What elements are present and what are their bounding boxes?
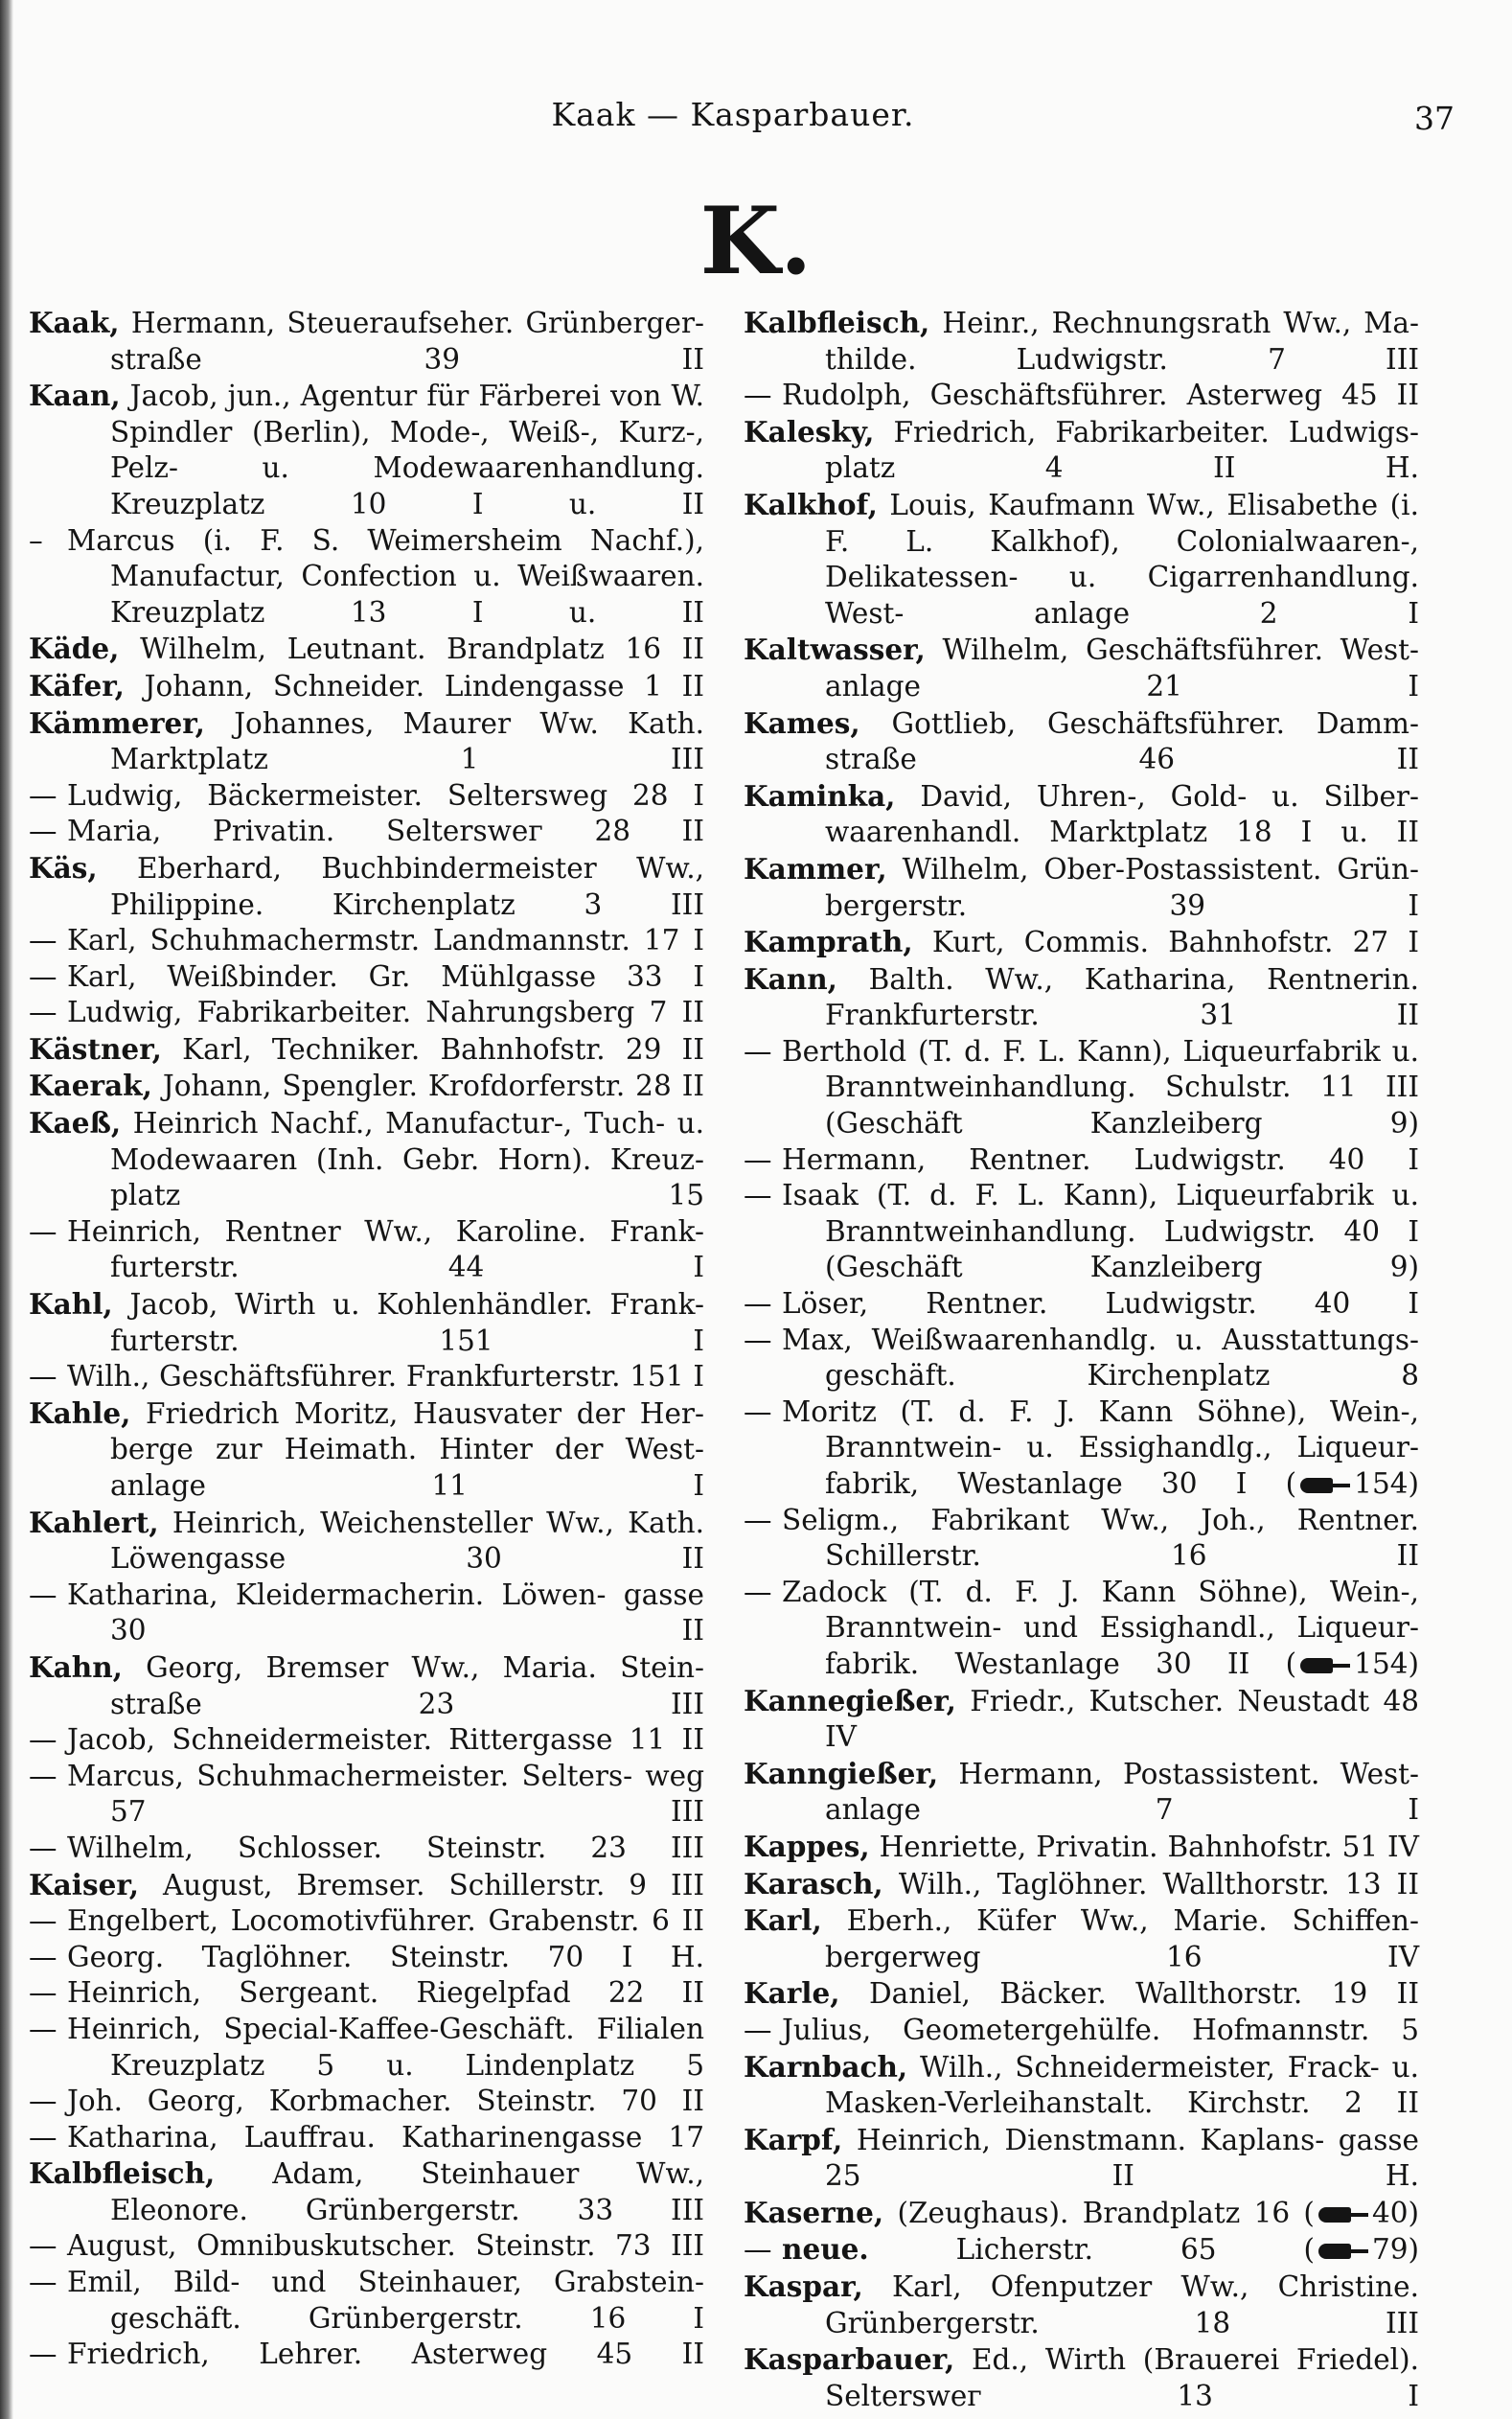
entry-surname: Karnbach,: [744, 2049, 908, 2084]
entry-details: Friedrich, Lehrer. Asterweg 45 II: [67, 2338, 704, 2371]
directory-entry: [29, 2228, 704, 2265]
entry-details: Adam, Steinhauer Ww., Eleonore. Grünbergerstr. 33 III: [110, 2157, 704, 2226]
entry-surname: Kahn,: [29, 1649, 123, 1684]
repeat-dash: —: [29, 778, 57, 812]
scan-edge-shadow: [0, 0, 13, 2419]
entry-details: Maria, Privatin. Selterswег 28 II: [67, 815, 704, 848]
directory-entry: [29, 1867, 704, 1904]
directory-entry: [29, 1722, 704, 1759]
entry-details: Gottlieb, Geschäftsführer. Damm- straße 46 II: [825, 706, 1419, 776]
entry-surname: Kanngießer,: [744, 1756, 939, 1790]
directory-entry: [744, 1829, 1419, 1866]
directory-entry: [29, 2120, 704, 2156]
entry-details: Engelbert, Locomotivführer. Grabenstr. 6 II: [67, 1904, 704, 1938]
directory-entry: [29, 923, 704, 959]
directory-entry: [29, 814, 704, 850]
directory-entry: [29, 2155, 704, 2228]
right-column: [744, 305, 1419, 2414]
entry-surname: Kann,: [744, 961, 837, 996]
entry-details: Jacob, jun., Agentur für Färberei von W. Spindler (Berlin), Mode-, Weiß-, Kurz-, Pelz- u. Modewaarenhandlung. Kreuzplatz 10 I u. II: [110, 380, 704, 520]
directory-entry: [744, 1286, 1419, 1323]
entry-surname: Käs,: [29, 850, 98, 885]
directory-entry: [29, 1068, 704, 1105]
entry-surname: Kaltwasser,: [744, 633, 926, 667]
directory-entry: [744, 778, 1419, 851]
directory-entry: [29, 1214, 704, 1286]
entry-details: Jacob, Wirth u. Kohlenhändler. Frank- furterstr. 151 I: [110, 1288, 704, 1357]
entry-details: Heinrich, Special-Kaffee-Geschäft. Filialen Kreuzplatz 5 u. Lindenplatz 5: [67, 2012, 704, 2082]
directory-entry: [744, 705, 1419, 778]
entry-details: Eberhard, Buchbindermeister Ww., Philippine. Kirchenplatz 3 III: [97, 851, 704, 921]
entry-details: (Zeughaus). Brandplatz 16 (: [883, 2196, 1315, 2229]
entry-details: Wilh., Geschäftsführer. Frankfurterstr. 151 I: [67, 1360, 704, 1394]
telephone-number: 154): [1354, 1467, 1419, 1500]
directory-entry: [29, 2012, 704, 2084]
directory-entry: [744, 1902, 1419, 1975]
directory-entry: [744, 1178, 1419, 1286]
directory-entry: [29, 778, 704, 815]
entry-details: Zadock (T. d. F. J. Kann Söhne), Wein-, Branntwein- und Essighandl., Liqueur- fabrik. Westanlage 30 II (: [782, 1575, 1419, 1680]
entry-surname: Kames,: [744, 705, 860, 740]
repeat-dash: —: [744, 1142, 772, 1176]
entry-details: Löser, Rentner. Ludwigstr. 40 I: [782, 1287, 1419, 1321]
repeat-dash: —: [29, 2229, 57, 2263]
directory-entry: [29, 2265, 704, 2337]
entry-details: Karl, Schuhmachermstr. Landmannstr. 17 I: [67, 924, 704, 957]
entry-details: Georg. Taglöhner. Steinstr. 70 I H.: [67, 1940, 704, 1973]
repeat-dash: –: [29, 523, 43, 557]
directory-entry: [744, 1575, 1419, 1683]
directory-entry: [744, 2122, 1419, 2195]
left-column: [29, 305, 704, 2373]
repeat-dash: —: [744, 1503, 772, 1536]
directory-entry: [29, 305, 704, 378]
entry-surname: Kalbfleisch,: [744, 306, 930, 339]
entry-details: Johann, Spengler. Krofdorferstr. 28 II: [151, 1070, 704, 1103]
entry-surname: Kammer,: [744, 851, 887, 886]
entry-details: Seligm., Fabrikant Ww., Joh., Rentner. Schillerstr. 16 II: [782, 1503, 1419, 1573]
entry-details: Johann, Schneider. Lindengasse 1 II: [124, 669, 704, 703]
entry-surname: Kaeß,: [29, 1106, 122, 1140]
directory-entry: [29, 1395, 704, 1505]
entry-details: Ludwig, Fabrikarbeiter. Nahrungsberg 7 II: [67, 996, 704, 1029]
directory-entry: [744, 2013, 1419, 2049]
section-letter: K.: [699, 187, 813, 295]
directory-entry: [744, 1975, 1419, 2013]
repeat-dash: —: [29, 1360, 57, 1394]
directory-entry: [744, 2231, 1419, 2269]
entry-surname: Kappes,: [744, 1829, 870, 1863]
entry-details: Licherstr. 65 (: [868, 2233, 1315, 2267]
directory-entry: [29, 705, 704, 778]
entry-details: Ludwig, Bäckermeister. Seltersweg 28 I: [67, 778, 704, 812]
page-number: 37: [1414, 100, 1455, 137]
entry-details: Henriette, Privatin. Bahnhofstr. 51 IV: [869, 1830, 1419, 1863]
directory-entry: [29, 1649, 704, 1722]
directory-entry: [744, 1034, 1419, 1142]
directory-entry: [29, 1940, 704, 1976]
entry-surname: Kaiser,: [29, 1867, 140, 1901]
directory-entry: [29, 1505, 704, 1578]
directory-entry: [29, 1975, 704, 2012]
entry-details: Friedrich, Fabrikarbeiter. Ludwigs- platz 4 II H.: [825, 415, 1419, 485]
entry-details: Heinrich, Dienstmann. Kaplans- gasse 25 II H.: [825, 2123, 1419, 2193]
repeat-dash: —: [744, 379, 772, 412]
directory-entry: [29, 1759, 704, 1831]
pointing-hand-icon: [1318, 2242, 1368, 2261]
repeat-dash: —: [29, 1940, 57, 1973]
repeat-dash: —: [29, 2120, 57, 2154]
entry-surname: neue.: [782, 2232, 869, 2267]
entry-surname: Karasch,: [744, 1866, 883, 1901]
entry-details: Emil, Bild- und Steinhauer, Grabstein- geschäft. Grünbergerstr. 16 I: [67, 2266, 704, 2335]
directory-entry: [29, 1286, 704, 1359]
pointing-hand-icon: [1318, 2205, 1368, 2224]
entry-surname: Kaerak,: [29, 1069, 152, 1103]
entry-details: Eberh., Küfer Ww., Marie. Schiffen- bergerweg 16 IV: [821, 1904, 1419, 1973]
directory-entry: [744, 1503, 1419, 1575]
entry-details: August, Omnibuskutscher. Steinstr. 73 III: [67, 2229, 704, 2263]
directory-entry: [29, 1578, 704, 1649]
entry-details: Julius, Geometergehülfe. Hofmannstr. 5: [782, 2013, 1419, 2046]
directory-entry: [29, 1105, 704, 1214]
entry-details: Friedrich Moritz, Hausvater der Her- berge zur Heimath. Hinter der West- anlage 11 I: [110, 1396, 704, 1502]
entry-details: Rudolph, Geschäftsführer. Asterweg 45 II: [782, 379, 1419, 412]
repeat-dash: —: [29, 959, 57, 993]
entry-surname: Kaan,: [29, 379, 121, 413]
entry-surname: Kahle,: [29, 1395, 131, 1430]
entry-surname: Kaak,: [29, 306, 120, 339]
entry-details: Katharina, Kleidermacherin. Löwen- gasse 30 II: [67, 1578, 704, 1647]
entry-details: Wilhelm, Schlosser. Steinstr. 23 III: [67, 1831, 704, 1864]
entry-details: Kurt, Commis. Bahnhofstr. 27 I: [912, 926, 1419, 959]
entry-details: Hermann, Postassistent. West- anlage 7 I: [825, 1757, 1419, 1827]
entry-details: Wilh., Schneidermeister, Frack- u. Masken-Verleihanstalt. Kirchstr. 2 II: [825, 2050, 1419, 2120]
directory-entry: [744, 414, 1419, 487]
entry-surname: Kalbfleisch,: [29, 2156, 216, 2191]
entry-details: Wilhelm, Ober-Postassistent. Grün- bergerstr. 39 I: [825, 852, 1419, 922]
directory-entry: [744, 2341, 1419, 2414]
entry-surname: Kahlert,: [29, 1505, 159, 1539]
entry-details: Louis, Kaufmann Ww., Elisabethe (i. F. L. Kalkhof), Colonialwaaren-, Delikatessen- u. Cigarrenhandlung. West- anlage 2 I: [825, 488, 1419, 630]
directory-entry: [744, 378, 1419, 414]
entry-surname: Karl,: [744, 1903, 822, 1938]
entry-details: Katharina, Lauffrau. Katharinengasse 17: [67, 2120, 704, 2154]
repeat-dash: —: [744, 2233, 772, 2267]
entry-details: Heinrich Nachf., Manufactur-, Tuch- u. Modewaaren (Inh. Gebr. Horn). Kreuz- platz 15: [110, 1107, 704, 1212]
entry-details: Wilhelm, Leutnant. Brandplatz 16 II: [119, 633, 704, 666]
repeat-dash: —: [744, 1034, 772, 1068]
directory-entry: [744, 2049, 1419, 2122]
entry-details: Max, Weißwaarenhandlg. u. Ausstattungs- geschäft. Kirchenplatz 8: [782, 1323, 1419, 1393]
repeat-dash: —: [29, 1759, 57, 1792]
directory-entry: [744, 2269, 1419, 2341]
directory-entry: [744, 1323, 1419, 1394]
entry-details: Isaak (T. d. F. L. Kann), Liqueurfabrik u. Branntweinhandlung. Ludwigstr. 40 I (Geschäft Kanzleiberg 9): [782, 1179, 1419, 1284]
repeat-dash: —: [29, 1904, 57, 1938]
telephone-number: 40): [1371, 2196, 1419, 2229]
telephone-number: 154): [1354, 1647, 1419, 1680]
entry-surname: Kämmerer,: [29, 705, 205, 740]
directory-entry: [29, 523, 704, 632]
entry-surname: Kasparbauer,: [744, 2342, 955, 2377]
entry-surname: Käde,: [29, 632, 120, 666]
entry-details: Ed., Wirth (Brauerei Friedel). Selterswег 13 I: [825, 2343, 1419, 2412]
entry-details: Daniel, Bäcker. Wallthorstr. 19 II: [839, 1977, 1419, 2011]
entry-details: Wilh., Taglöhner. Wallthorstr. 13 II: [882, 1867, 1419, 1901]
repeat-dash: —: [29, 2085, 57, 2118]
entry-details: Moritz (T. d. F. J. Kann Söhne), Wein-, Branntwein- u. Essighandlg., Liqueur- fabrik, Westanlage 30 I (: [782, 1394, 1419, 1500]
repeat-dash: —: [29, 1578, 57, 1611]
entry-surname: Karpf,: [744, 2122, 843, 2156]
entry-surname: Kästner,: [29, 1031, 162, 1066]
directory-entry: [29, 850, 704, 923]
directory-entry: [29, 1359, 704, 1395]
entry-details: Heinrich, Rentner Ww., Karoline. Frank- furterstr. 44 I: [67, 1214, 704, 1284]
repeat-dash: —: [29, 2012, 57, 2045]
repeat-dash: —: [29, 1214, 57, 1248]
directory-entry: [29, 2084, 704, 2120]
directory-entry: [29, 2337, 704, 2373]
repeat-dash: —: [29, 1976, 57, 2010]
directory-entry: [744, 487, 1419, 632]
entry-surname: Kaspar,: [744, 2269, 863, 2304]
directory-entry: [29, 995, 704, 1031]
repeat-dash: —: [29, 1831, 57, 1864]
directory-entry: [744, 2195, 1419, 2232]
running-head: Kaak — Kasparbauer.: [551, 96, 915, 133]
entry-details: David, Uhren-, Gold- u. Silber- waarenhandl. Marktplatz 18 I u. II: [825, 779, 1419, 849]
entry-details: Wilhelm, Geschäftsführer. West- anlage 21 I: [825, 634, 1419, 703]
directory-entry: [744, 632, 1419, 704]
repeat-dash: —: [29, 1723, 57, 1757]
entry-surname: Käfer,: [29, 668, 125, 703]
directory-entry: [744, 1394, 1419, 1503]
directory-entry: [744, 1683, 1419, 1756]
repeat-dash: —: [29, 815, 57, 848]
entry-details: Friedr., Kutscher. Neustadt 48 IV: [825, 1684, 1419, 1754]
directory-entry: [744, 924, 1419, 961]
entry-details: Marcus (i. F. S. Weimersheim Nachf.), Manufactur, Confection u. Weißwaaren. Kreuzplatz 13 I u. II: [67, 523, 704, 629]
repeat-dash: —: [744, 2013, 772, 2046]
entry-surname: Karle,: [744, 1976, 840, 2011]
directory-entry: [744, 305, 1419, 378]
directory-entry: [29, 1831, 704, 1867]
entry-surname: Kalkhof,: [744, 487, 878, 521]
entry-details: Georg, Bremser Ww., Maria. Stein- straße 23 III: [110, 1650, 704, 1720]
entry-details: Heinrich, Sergeant. Riegelpfad 22 II: [67, 1976, 704, 2010]
entry-details: Heinr., Rechnungsrath Ww., Ma- thilde. Ludwigstr. 7 III: [825, 307, 1419, 376]
entry-details: Marcus, Schuhmachermeister. Selters- weg 57 III: [67, 1759, 704, 1829]
entry-details: August, Bremser. Schillerstr. 9 III: [139, 1868, 704, 1901]
directory-entry: [29, 1031, 704, 1069]
repeat-dash: —: [744, 1287, 772, 1321]
repeat-dash: —: [744, 1394, 772, 1428]
directory-entry: [29, 1903, 704, 1940]
pointing-hand-icon: [1300, 1656, 1350, 1675]
entry-surname: Kahl,: [29, 1287, 113, 1322]
entry-details: Berthold (T. d. F. L. Kann), Liqueurfabrik u. Branntweinhandlung. Schulstr. 11 III (Geschäft Kanzleiberg 9): [782, 1034, 1419, 1140]
directory-entry: [744, 1866, 1419, 1903]
repeat-dash: —: [29, 2338, 57, 2371]
repeat-dash: —: [744, 1575, 772, 1608]
directory-entry: [29, 668, 704, 705]
entry-details: Jacob, Schneidermeister. Rittergasse 11 II: [67, 1723, 704, 1757]
entry-details: Karl, Techniker. Bahnhofstr. 29 II: [161, 1032, 704, 1066]
directory-entry: [29, 631, 704, 668]
repeat-dash: —: [29, 2266, 57, 2299]
directory-entry: [744, 1756, 1419, 1829]
entry-surname: Kannegießer,: [744, 1683, 956, 1717]
entry-details: Karl, Ofenputzer Ww., Christine. Grünbergerstr. 18 III: [825, 2270, 1419, 2339]
directory-entry: [744, 961, 1419, 1034]
repeat-dash: —: [29, 996, 57, 1029]
entry-details: Hermann, Rentner. Ludwigstr. 40 I: [782, 1142, 1419, 1176]
directory-entry: [744, 851, 1419, 924]
entry-details: Hermann, Steueraufseher. Grünberger- straße 39 II: [110, 307, 704, 376]
repeat-dash: —: [29, 924, 57, 957]
repeat-dash: —: [744, 1323, 772, 1356]
directory-entry: [29, 378, 704, 522]
directory-entry: [744, 1142, 1419, 1179]
directory-entry: [29, 959, 704, 996]
entry-details: Karl, Weißbinder. Gr. Mühlgasse 33 I: [67, 959, 704, 993]
entry-surname: Kalesky,: [744, 414, 875, 449]
entry-details: Balth. Ww., Katharina, Rentnerin. Frankfurterstr. 31 II: [825, 962, 1419, 1032]
entry-surname: Kaminka,: [744, 778, 896, 813]
entry-details: Johannes, Maurer Ww. Kath. Marktplatz 1 III: [110, 706, 704, 776]
telephone-number: 79): [1371, 2233, 1419, 2267]
entry-details: Joh. Georg, Korbmacher. Steinstr. 70 II: [67, 2085, 704, 2118]
entry-details: Heinrich, Weichensteller Ww., Kath. Löwengasse 30 II: [110, 1506, 704, 1576]
entry-surname: Kaserne,: [744, 2195, 884, 2229]
entry-surname: Kamprath,: [744, 925, 913, 959]
repeat-dash: —: [744, 1179, 772, 1212]
pointing-hand-icon: [1300, 1476, 1350, 1495]
